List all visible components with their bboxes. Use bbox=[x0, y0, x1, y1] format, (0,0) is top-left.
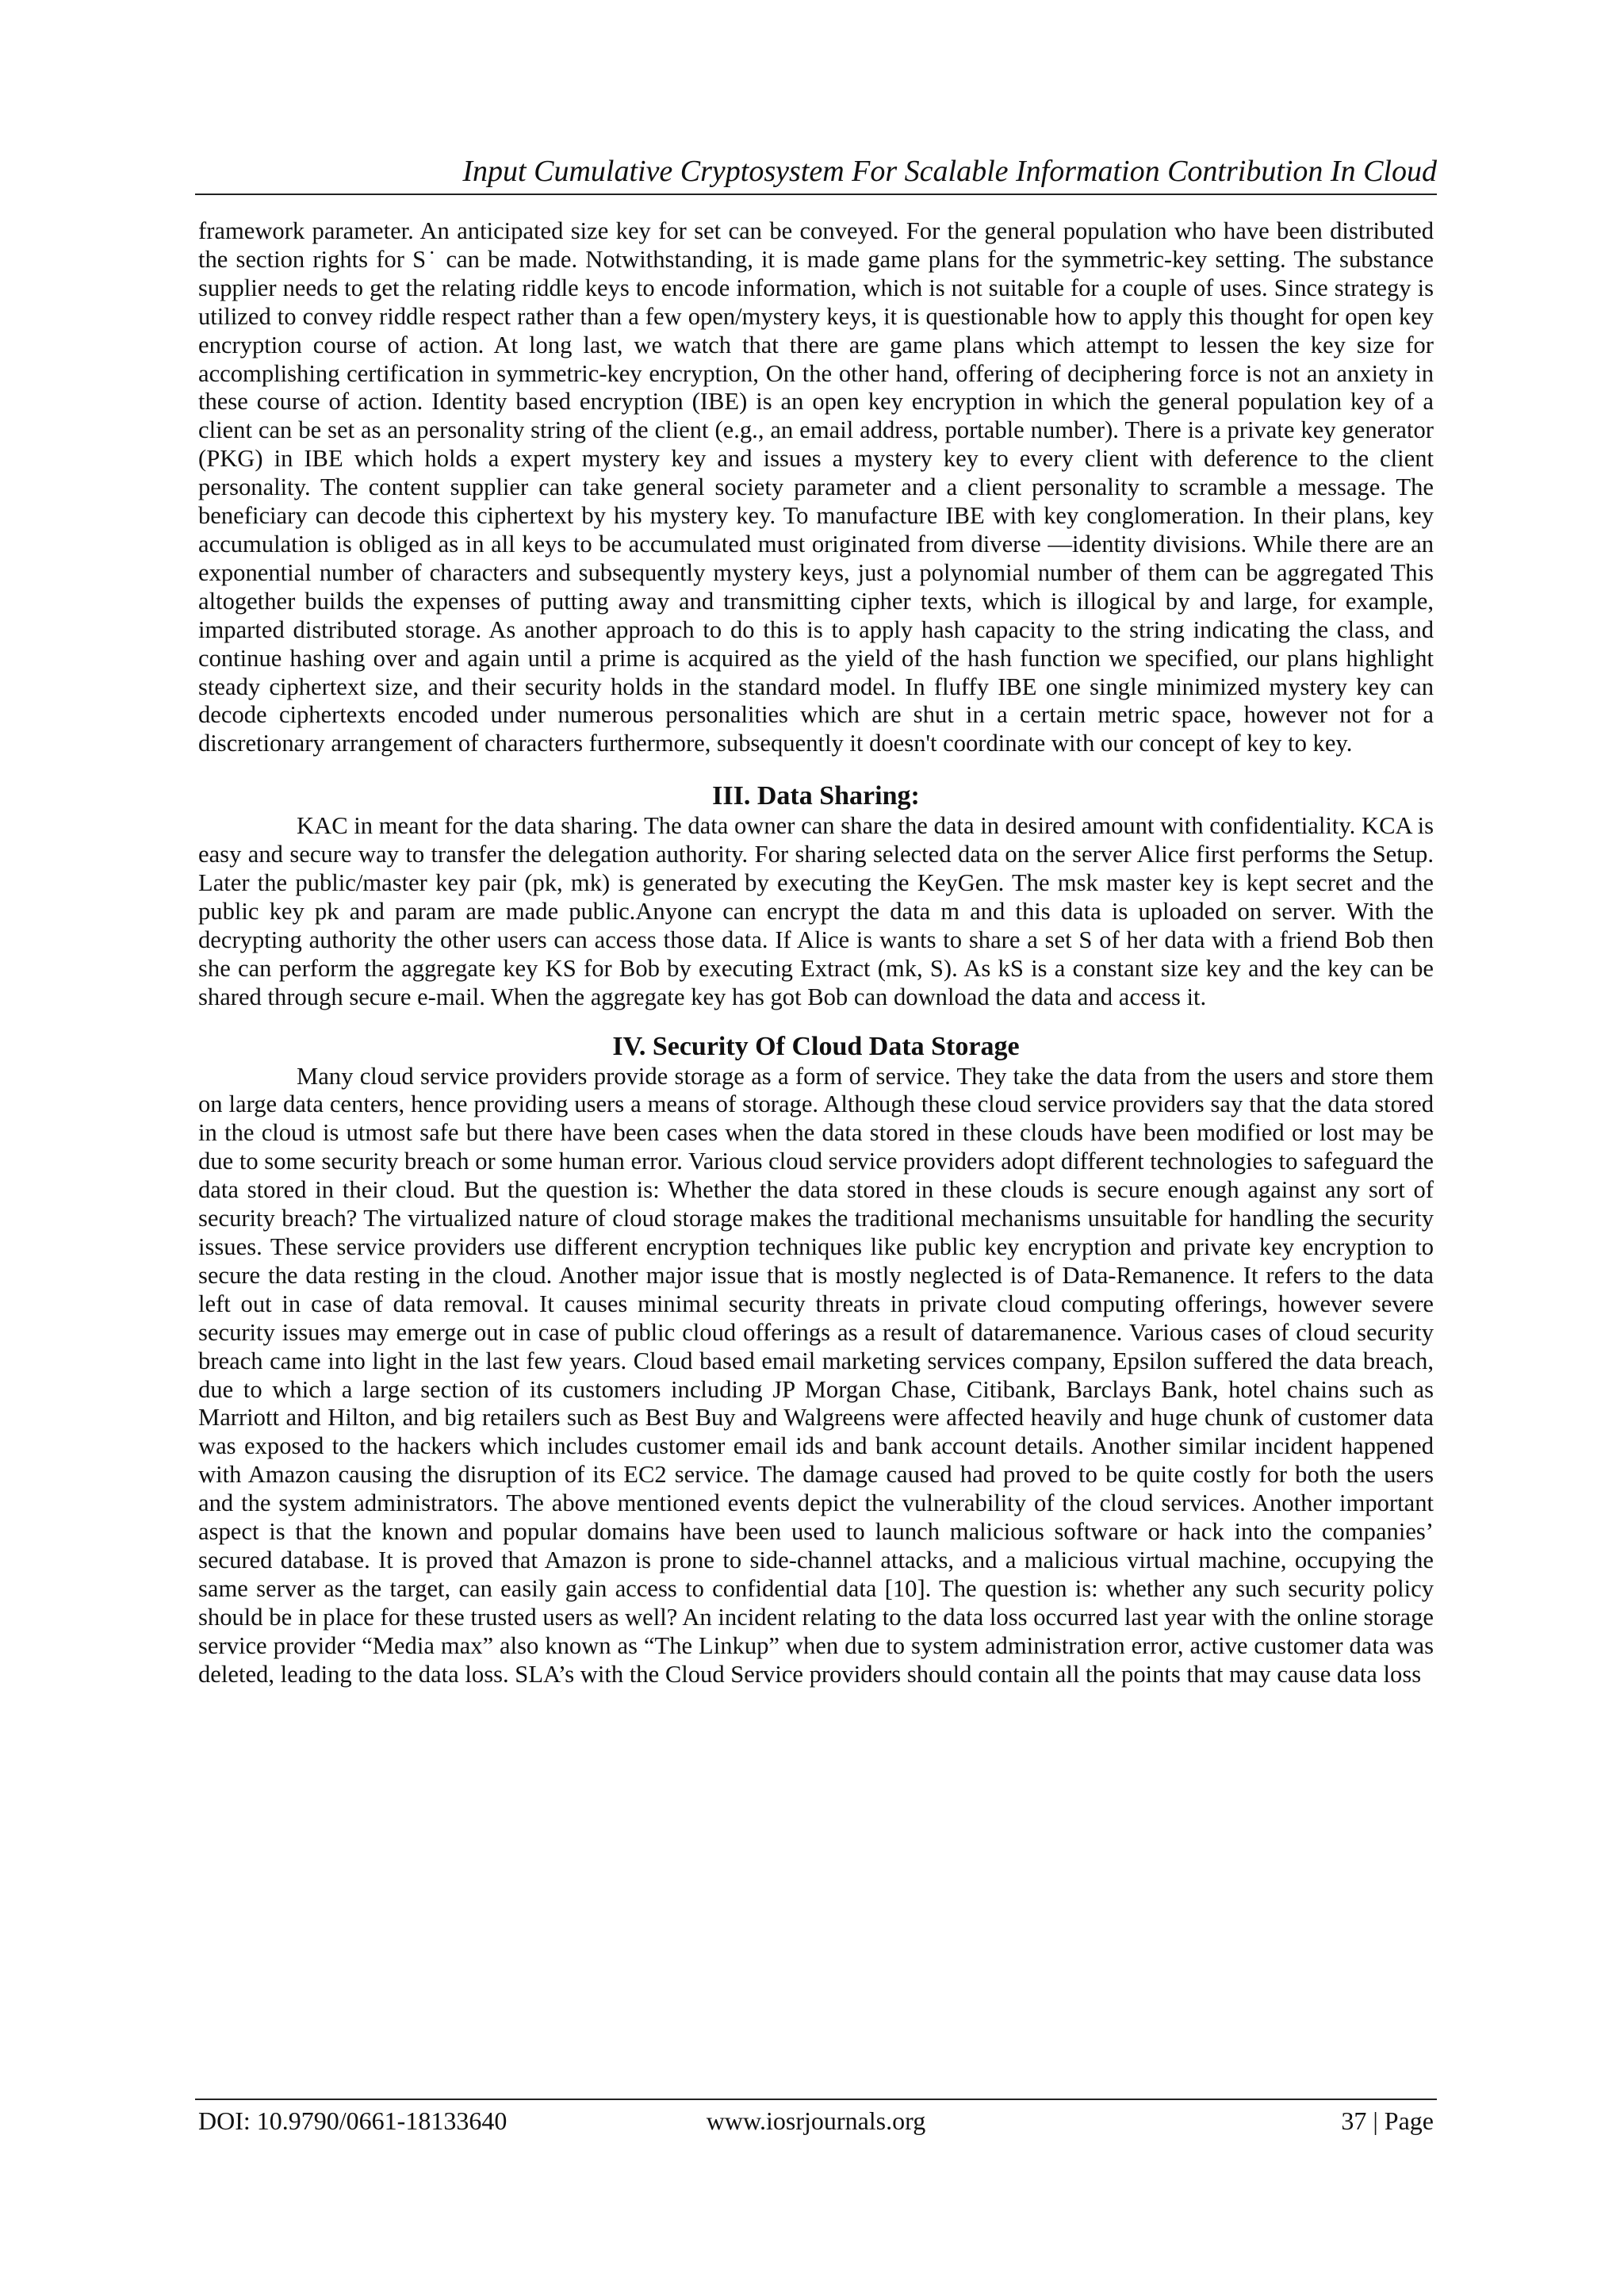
article-body bbox=[198, 217, 1434, 1689]
data-sharing-paragraph: KAC in meant for the data sharing. The data owner can share the data in desired amount with confidentiality. KCA is easy and secure way to transfer the delegation authority. For sharing selected data on the server Alice first performs the Setup. Later the public/master key pair (pk, mk) is generated by executing the KeyGen. The msk master key is kept secret and the public key pk and param are made public.Anyone can encrypt the data m and this data is uploaded on server. With the decrypting authority the other users can access those data. If Alice is wants to share a set S of her data with a friend Bob then she can perform the aggregate key KS for Bob by executing Extract (mk, S). As kS is a constant size key and the key can be shared through secure e-mail. When the aggregate key has got Bob can download the data and access it. bbox=[198, 812, 1434, 1010]
journal-website-link[interactable]: www.iosrjournals.org bbox=[706, 2106, 926, 2135]
security-paragraph: Many cloud service providers provide storage as a form of service. They take the data from the users and store them on large data centers, hence providing users a means of storage. Although these cloud service providers say that the data stored in the cloud is utmost safe but there have been cases when the data stored in these clouds have been modified or lost may be due to some security breach or some human error. Various cloud service providers adopt different technologies to safeguard the data stored in their cloud. But the question is: Whether the data stored in these clouds is secure enough against any sort of security breach? The virtualized nature of cloud storage makes the traditional mechanisms unsuitable for handling the security issues. These service providers use different encryption techniques like public key encryption and private key encryption to secure the data resting in the cloud. Another major issue that is mostly neglected is of Data-Remanence. It refers to the data left out in case of data removal. It causes minimal security threats in private cloud computing offerings, however severe security issues may emerge out in case of public cloud offerings as a result of dataremanence. Various cases of cloud security breach came into light in the last few years. Cloud based email marketing services company, Epsilon suffered the data breach, due to which a large section of its customers including JP Morgan Chase, Citibank, Barclays Bank, hotel chains such as Marriott and Hilton, and big retailers such as Best Buy and Walgreens were affected heavily and huge chunk of customer data was exposed to the hackers which includes customer email ids and bank account details. Another similar incident happened with Amazon causing the disruption of its EC2 service. The damage caused had proved to be quite costly for both the users and the system administrators. The above mentioned events depict the vulnerability of the cloud services. Another important aspect is that the known and popular domains have been used to launch malicious software or hack into the companies’ secured database. It is proved that Amazon is prone to side-channel attacks, and a malicious virtual machine, occupying the same server as the target, can easily gain access to confidential data [10]. The question is: whether any such security policy should be in place for these trusted users as well? An incident relating to the data loss occurred last year with the online storage service provider “Media max” also known as “The Linkup” when due to system administration error, active customer data was deleted, leading to the data loss. SLA’s with the Cloud Service providers should contain all the points that may cause data loss bbox=[198, 1062, 1434, 1688]
header-divider bbox=[195, 194, 1437, 195]
intro-paragraph: framework parameter. An anticipated size key for set can be conveyed. For the general population who have been distributed the section rights for S˙ can be made. Notwithstanding, it is made game plans for the symmetric-key setting. The substance supplier needs to get the relating riddle keys to encode information, which is not suitable for a couple of uses. Since strategy is utilized to convey riddle respect rather than a few open/mystery keys, it is questionable how to apply this thought for open key encryption course of action. At long last, we watch that there are game plans which attempt to lessen the key size for accomplishing certification in symmetric-key encryption, On the other hand, offering of deciphering force is not an anxiety in these course of action. Identity based encryption (IBE) is an open key encryption in which the general population key of a client can be set as an personality string of the client (e.g., an email address, portable number). There is a private key generator (PKG) in IBE which holds a expert mystery key and issues a mystery key to every client with deference to the client personality. The content supplier can take general society parameter and a client personality to scramble a message. The beneficiary can decode this ciphertext by his mystery key. To manufacture IBE with key conglomeration. In their plans, key accumulation is obliged as in all keys to be accumulated must originated from diverse ―identity divisions. While there are an exponential number of characters and subsequently mystery keys, just a polynomial number of them can be aggregated This altogether builds the expenses of putting away and transmitting cipher texts, which is illogical by and large, for example, imparted distributed storage. As another approach to do this is to apply hash capacity to the string indicating the class, and continue hashing over and again until a prime is acquired as the yield of the hash function we specified, our plans highlight steady ciphertext size, and their security holds in the standard model. In fluffy IBE one single minimized mystery key can decode ciphertexts encoded under numerous personalities which are shut in a certain metric space, however not for a discretionary arrangement of characters furthermore, subsequently it doesn't coordinate with our concept of key to key. bbox=[198, 217, 1434, 757]
running-header: Input Cumulative Cryptosystem For Scalable Information Contribution In Cloud bbox=[462, 155, 1437, 188]
section-heading-security: IV. Security Of Cloud Data Storage bbox=[612, 1031, 1020, 1061]
page-number: 37 | Page bbox=[1341, 2106, 1434, 2135]
footer-divider bbox=[195, 2099, 1437, 2100]
doi-text: DOI: 10.9790/0661-18133640 bbox=[198, 2106, 508, 2135]
section-heading-data-sharing: III. Data Sharing: bbox=[712, 781, 920, 811]
